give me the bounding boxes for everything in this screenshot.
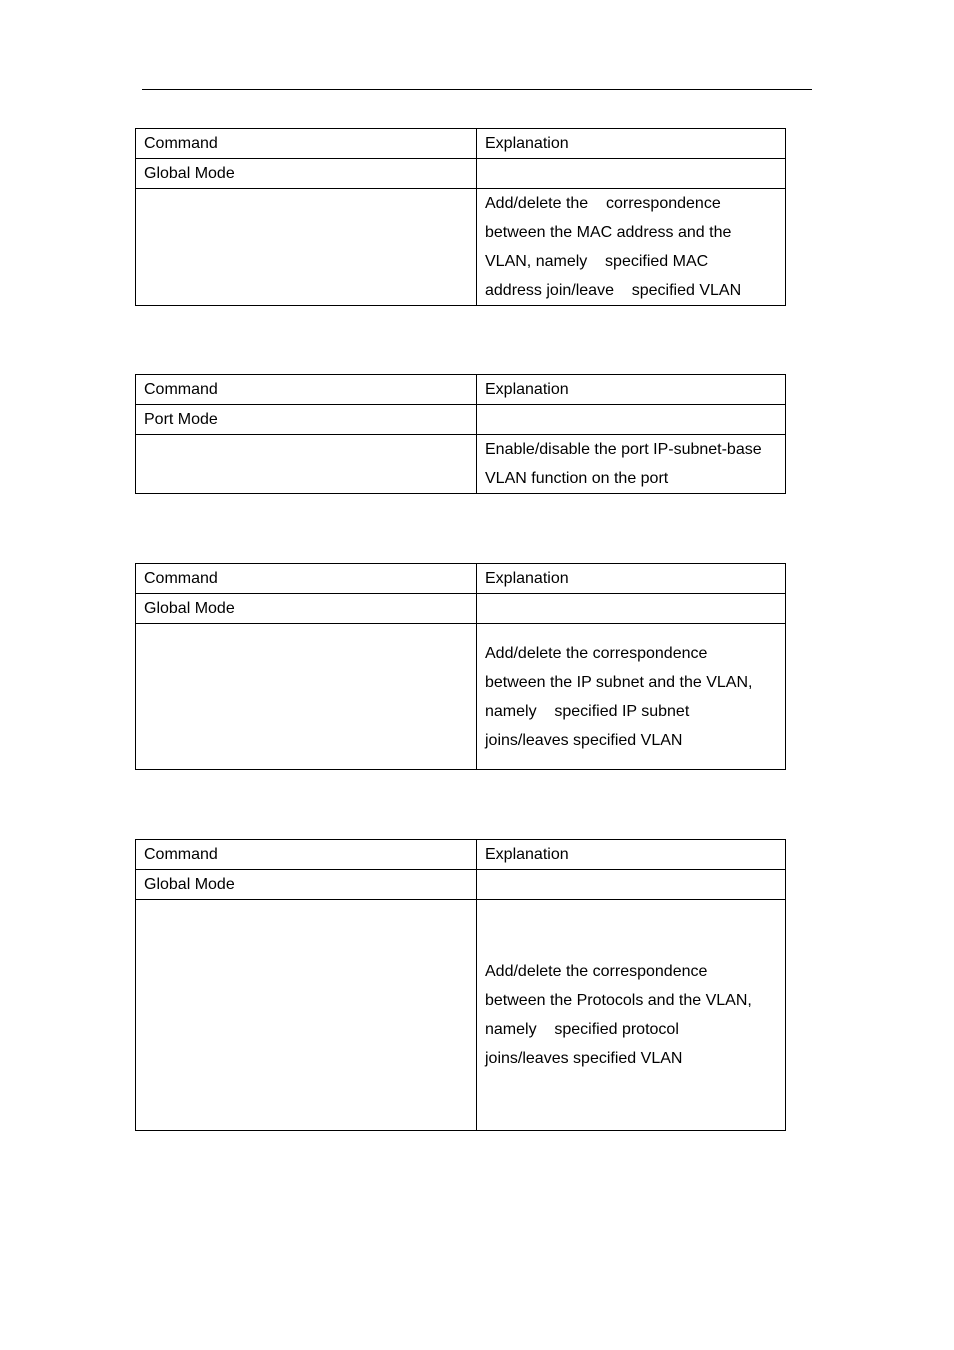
explanation-line: joins/leaves specified VLAN (485, 1050, 683, 1067)
explanation-line: namely specified protocol (485, 1021, 679, 1038)
explanation-cell (477, 900, 786, 1131)
mode-row (136, 405, 786, 435)
command-cell (136, 435, 477, 494)
explanation-line: between the Protocols and the VLAN, (485, 992, 752, 1009)
explanation-line: Enable/disable the port IP-subnet-base (485, 441, 762, 458)
command-header: Command (136, 840, 477, 870)
table-row (136, 435, 786, 494)
command-header: Command (136, 564, 477, 594)
explanation-line: between the MAC address and the (485, 224, 732, 241)
explanation-cell (477, 189, 786, 306)
mode-label: Global Mode (136, 870, 477, 900)
mode-explanation (477, 594, 786, 624)
command-table-ip-subnet-vlan (135, 563, 786, 770)
table-row (136, 189, 786, 306)
mode-row (136, 870, 786, 900)
table-row (136, 900, 786, 1131)
explanation-cell (477, 624, 786, 770)
mode-explanation (477, 870, 786, 900)
header-rule (142, 89, 812, 90)
explanation-header: Explanation (477, 840, 786, 870)
mode-label: Global Mode (136, 159, 477, 189)
mode-row (136, 159, 786, 189)
table-header-row (136, 840, 786, 870)
explanation-line: Add/delete the correspondence (485, 963, 708, 980)
explanation-line: between the IP subnet and the VLAN, (485, 673, 753, 691)
command-table-mac-vlan (135, 128, 786, 306)
mode-explanation (477, 405, 786, 435)
table-header-row (136, 564, 786, 594)
table-row (136, 624, 786, 770)
explanation-line: VLAN function on the port (485, 470, 669, 487)
explanation-header: Explanation (477, 375, 786, 405)
explanation-line: Add/delete the correspondence (485, 644, 708, 662)
mode-explanation (477, 159, 786, 189)
explanation-line: address join/leave specified VLAN (485, 282, 742, 299)
table-header-row (136, 375, 786, 405)
command-table-port-subnet (135, 374, 786, 494)
explanation-header: Explanation (477, 129, 786, 159)
command-header: Command (136, 129, 477, 159)
explanation-header: Explanation (477, 564, 786, 594)
explanation-line: joins/leaves specified VLAN (485, 731, 683, 749)
command-table-protocol-vlan (135, 839, 786, 1131)
command-header: Command (136, 375, 477, 405)
command-cell (136, 624, 477, 770)
mode-label: Global Mode (136, 594, 477, 624)
command-cell (136, 900, 477, 1131)
mode-label: Port Mode (136, 405, 477, 435)
command-cell (136, 189, 477, 306)
explanation-line: VLAN, namely specified MAC (485, 253, 709, 270)
mode-row (136, 594, 786, 624)
explanation-line: Add/delete the correspondence (485, 195, 721, 212)
explanation-cell (477, 435, 786, 494)
explanation-line: namely specified IP subnet (485, 702, 690, 720)
table-header-row (136, 129, 786, 159)
